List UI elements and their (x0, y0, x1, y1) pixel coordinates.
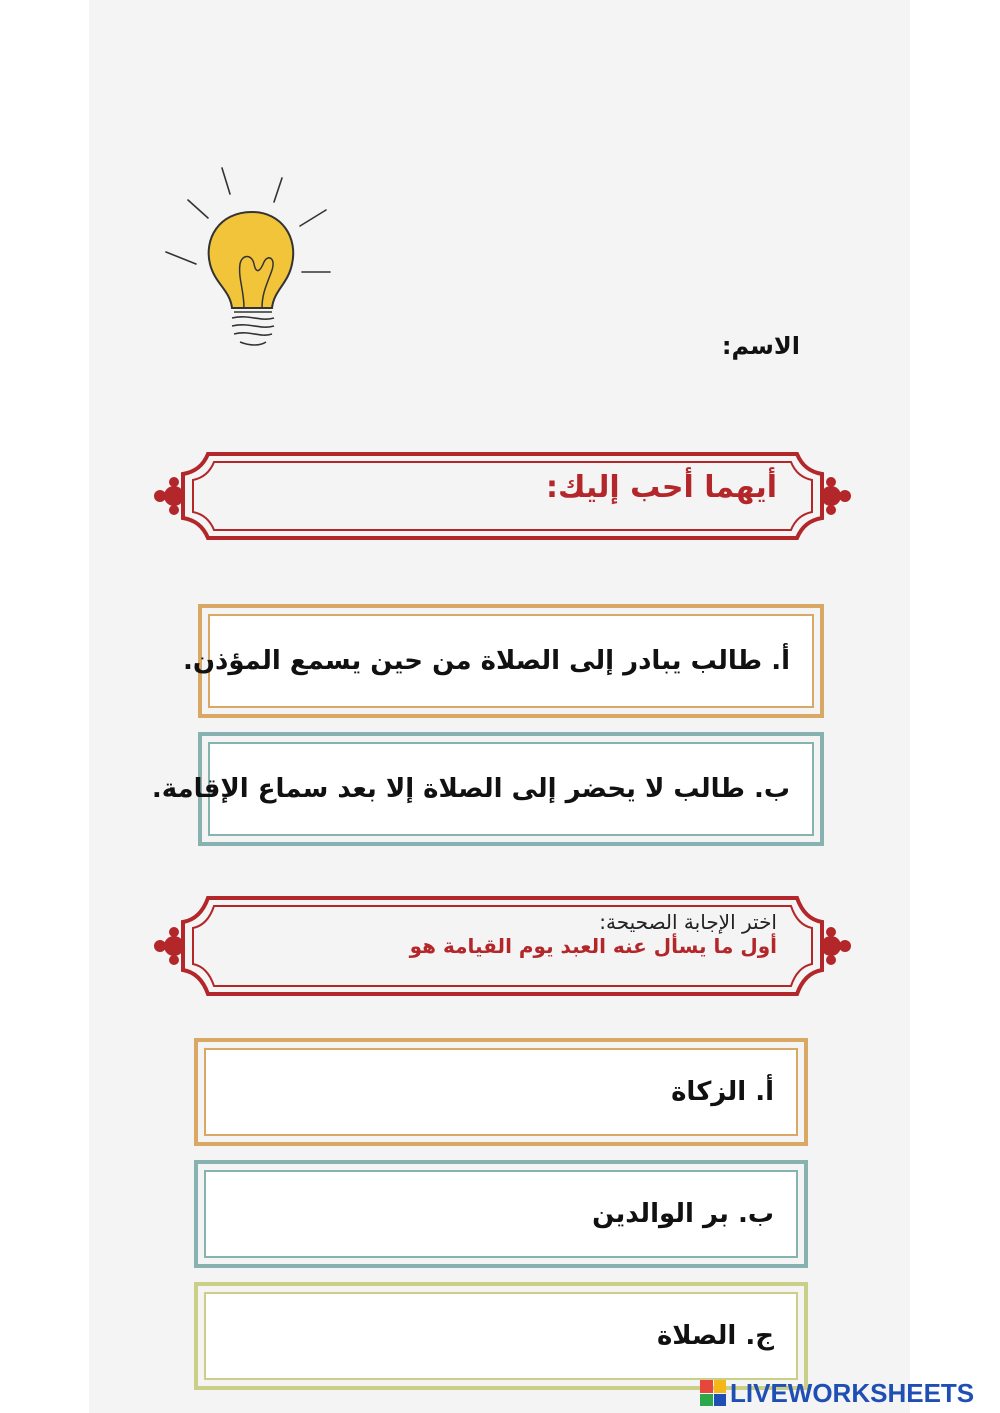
question2-option-c[interactable] (194, 1282, 808, 1390)
question1-option-b[interactable] (151, 732, 824, 846)
question1-option-b-text: ب. طالب لا يحضر إلى الصلاة إلا بعد سماع الإقامة. (208, 742, 814, 836)
liveworksheets-brand[interactable] (700, 1378, 974, 1408)
lightbulb-icon (160, 160, 340, 360)
question2-instruction: اختر الإجابة الصحيحة: (599, 910, 777, 934)
question1-option-a-text: أ. طالب يبادر إلى الصلاة من حين يسمع المؤذن. (208, 614, 814, 708)
question2-option-c-text: ج. الصلاة (204, 1292, 798, 1380)
question2-prompt: أول ما يسأل عنه العبد يوم القيامة هو (409, 934, 777, 958)
question2-header (410, 910, 777, 958)
question2-option-b-text: ب. بر الوالدين (204, 1170, 798, 1258)
question2-banner (150, 892, 855, 992)
question2-option-b[interactable] (194, 1160, 808, 1268)
liveworksheets-wordmark: LIVEWORKSHEETS (730, 1377, 975, 1408)
liveworksheets-logo-icon (700, 1380, 726, 1406)
question1-option-a[interactable] (182, 604, 824, 718)
name-label: الاسم: (721, 332, 800, 360)
question2-option-a[interactable] (194, 1038, 808, 1146)
question1-title: أيهما أحب إليك: (545, 470, 777, 505)
question1-banner (150, 446, 855, 546)
question2-option-a-text: أ. الزكاة (204, 1048, 798, 1136)
